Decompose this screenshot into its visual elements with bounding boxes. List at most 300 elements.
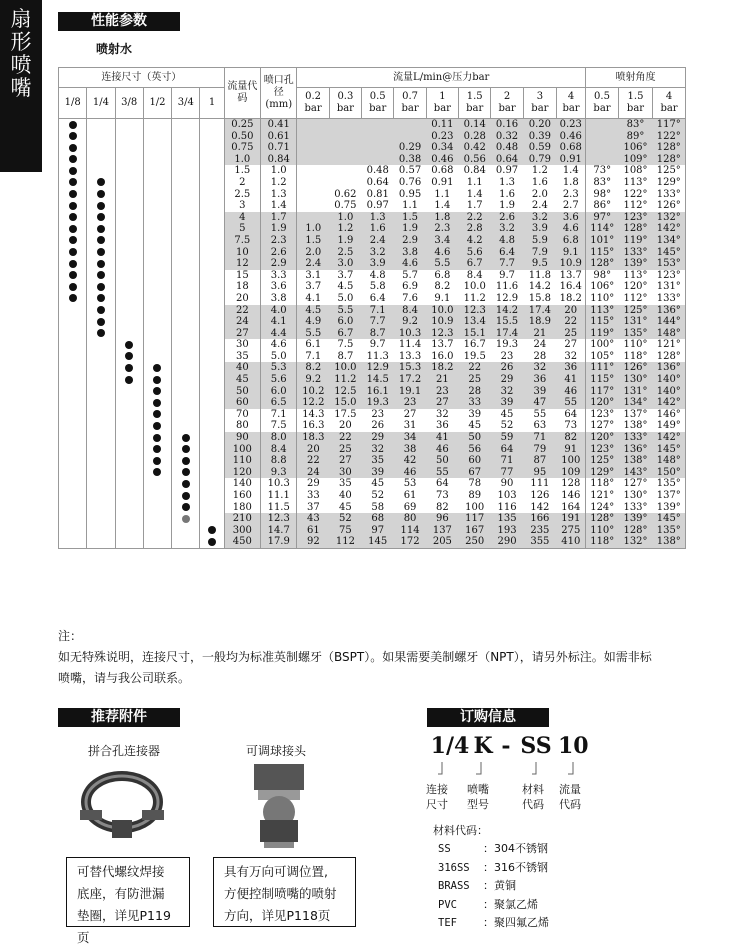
flow-rate-cell: 10.3 <box>394 328 426 340</box>
flow-rate-cell: 9.7 <box>369 339 386 351</box>
flow-rate-cell: 55 <box>426 467 458 479</box>
spray-angle-cell: 136° <box>653 305 686 317</box>
flow-rate-cell: 27 <box>564 339 578 351</box>
connection-dot-cell <box>172 235 200 247</box>
pressure-col-header: 0.7 bar <box>394 88 426 119</box>
flow-rate-cell: 0.42 <box>459 142 491 154</box>
connection-dot-cell <box>115 223 143 235</box>
medium-subtitle: 喷射水 <box>96 42 133 56</box>
spray-angle-cell <box>586 131 619 143</box>
spray-angle-cell: 109° <box>619 154 653 166</box>
flow-rate-cell: 7.6 <box>402 292 418 304</box>
connection-dot-cell <box>115 154 143 166</box>
angle-row <box>586 293 686 305</box>
flow-rate-cell <box>329 177 361 189</box>
spray-angle-cell: 117° <box>586 386 619 398</box>
flow-rate-cell: 40 <box>339 490 352 501</box>
flow-rate-cell: 20 <box>339 420 352 432</box>
table-row <box>59 409 586 421</box>
flow-rate-cell: 0.20 <box>523 119 556 131</box>
order-label-material: 材料 代码 <box>522 783 544 811</box>
connection-dot-cell <box>143 444 171 456</box>
material-desc: ：304不锈钢 <box>483 842 548 855</box>
flow-code-cell: 24 <box>224 316 260 328</box>
connection-dot-cell <box>172 502 200 514</box>
flow-rate-cell: 30 <box>329 467 361 479</box>
orifice-cell: 4.4 <box>261 328 297 340</box>
angle-row <box>586 305 686 317</box>
flow-rate-cell: 17.2 <box>394 374 426 386</box>
spray-angle-cell: 86° <box>586 200 619 212</box>
availability-dot-icon <box>153 434 161 442</box>
flow-rate-cell: 14.2 <box>491 305 523 317</box>
flow-rate-cell: 1.0 <box>329 212 361 224</box>
spray-angle-cell: 133° <box>619 247 653 259</box>
angle-row <box>586 189 686 201</box>
connection-dot-cell <box>87 455 115 467</box>
orifice-cell: 3.6 <box>261 281 297 293</box>
flow-rate-cell: 3.9 <box>523 223 556 235</box>
flow-code-cell: 180 <box>224 502 260 514</box>
spray-angle-cell: 133° <box>653 189 686 201</box>
spray-angle-cell <box>586 119 619 131</box>
spray-angle-cell: 112° <box>623 200 648 212</box>
flow-rate-cell: 10.0 <box>463 281 486 293</box>
spray-angle-cell: 144° <box>653 316 686 328</box>
availability-dot-icon <box>97 283 105 291</box>
spray-angle-cell: 105° <box>586 351 619 363</box>
flow-rate-cell <box>362 154 394 166</box>
spray-angle-cell: 121° <box>653 339 686 351</box>
flow-rate-cell: 2.5 <box>329 247 361 259</box>
flow-rate-cell: 111 <box>530 478 550 490</box>
flow-code-cell: 45 <box>224 374 260 386</box>
flow-rate-cell: 6.4 <box>369 292 386 304</box>
connection-dot-cell <box>87 432 115 444</box>
flow-rate-cell: 90 <box>500 478 514 490</box>
flow-rate-cell: 191 <box>557 513 585 525</box>
connection-dot-cell <box>59 131 87 143</box>
angle-row <box>586 165 686 177</box>
flow-rate-cell: 1.1 <box>402 200 418 212</box>
flow-rate-cell: 61 <box>403 490 417 501</box>
flow-rate-cell <box>329 165 361 177</box>
availability-dot-icon <box>125 376 133 384</box>
spray-angle-cell: 120° <box>586 397 619 409</box>
flow-rate-cell: 16.3 <box>297 420 329 432</box>
table-row <box>59 536 586 548</box>
availability-dot-icon <box>97 178 105 186</box>
connection-dot-cell <box>143 536 171 548</box>
connection-dot-cell <box>87 444 115 456</box>
spray-angle-cell: 127° <box>586 420 619 432</box>
table-row <box>59 305 586 317</box>
connection-size-header: 连接尺寸（英寸） <box>59 68 225 88</box>
flow-rate-cell: 0.75 <box>334 200 357 212</box>
orifice-cell: 1.2 <box>261 177 297 189</box>
flow-code-cell: 50 <box>224 386 260 398</box>
spray-angle-cell: 110° <box>586 293 619 305</box>
connection-dot-cell <box>115 467 143 479</box>
flow-rate-cell: 6.7 <box>459 258 491 270</box>
flow-rate-cell: 0.46 <box>426 154 458 166</box>
flow-rate-cell: 1.5 <box>394 212 426 224</box>
flow-rate-cell: 0.39 <box>523 131 556 143</box>
availability-dot-icon <box>97 190 105 198</box>
split-connector-name: 拼合孔连接器 <box>88 744 161 758</box>
connection-dot-cell <box>115 258 143 270</box>
spray-angle-cell: 145° <box>653 513 686 525</box>
availability-dot-icon <box>153 364 161 372</box>
connection-dot-cell <box>115 351 143 363</box>
spray-angle-cell: 128° <box>653 142 686 154</box>
flow-code-cell: 15 <box>224 270 260 282</box>
flow-rate-cell: 73 <box>564 420 578 432</box>
availability-dot-icon <box>208 538 216 546</box>
flow-rate-cell: 1.0 <box>297 223 329 235</box>
spray-angle-cell: 122° <box>623 188 648 200</box>
spray-angle-cell: 126° <box>653 200 686 212</box>
angle-pressure-col-header: 4 bar <box>653 88 686 119</box>
connection-dot-cell <box>143 513 171 525</box>
connection-dot-cell <box>87 293 115 305</box>
flow-rate-cell: 2.8 <box>459 223 491 235</box>
availability-dot-icon <box>69 178 77 186</box>
flow-rate-cell: 46 <box>426 444 458 456</box>
flow-code-cell: 5 <box>224 223 260 235</box>
flow-rate-cell: 19.5 <box>463 350 486 362</box>
angle-pressure-col-header: 1.5 bar <box>619 88 653 119</box>
flow-rate-cell: 82 <box>436 501 449 513</box>
connection-dot-cell <box>87 478 115 490</box>
connection-dot-cell <box>115 386 143 398</box>
flow-rate-cell: 205 <box>426 536 458 548</box>
flow-rate-cell: 0.79 <box>523 154 556 166</box>
orifice-cell: 8.8 <box>261 455 297 467</box>
flow-code-cell: 7.5 <box>224 235 260 247</box>
flow-rate-cell: 0.91 <box>557 154 585 166</box>
connection-dot-cell <box>87 409 115 421</box>
spray-angle-cell: 126° <box>619 362 653 374</box>
flow-rate-cell: 39 <box>468 408 482 420</box>
spray-angle-cell: 129° <box>586 467 619 479</box>
connection-dot-cell <box>172 165 200 177</box>
angle-row <box>586 154 686 166</box>
flow-rate-cell: 2.0 <box>297 247 329 259</box>
table-row <box>59 177 586 189</box>
flow-rate-cell: 17.4 <box>491 328 523 340</box>
flow-rate-cell: 32 <box>362 444 394 456</box>
flow-rate-cell: 4.1 <box>297 293 329 305</box>
side-tab-char: 形 <box>10 30 32 54</box>
angle-row <box>586 374 686 386</box>
spray-angle-table <box>585 67 686 549</box>
flow-rate-cell: 11.4 <box>398 339 422 351</box>
flow-code-header: 流量代码 <box>224 68 260 119</box>
table-row <box>59 154 586 166</box>
orifice-cell: 10.3 <box>261 478 297 490</box>
table-row <box>59 339 586 351</box>
orifice-cell: 1.0 <box>261 165 297 177</box>
flow-rate-cell: 63 <box>533 420 547 432</box>
flow-rate-cell: 3.2 <box>491 223 523 235</box>
flow-rate-cell: 2.7 <box>562 200 579 212</box>
flow-rate-cell: 87 <box>523 455 556 467</box>
flow-code-cell: 12 <box>224 258 260 270</box>
flow-rate-cell: 4.8 <box>369 269 386 281</box>
flow-rate-cell: 79 <box>523 444 556 456</box>
availability-dot-icon <box>182 468 190 476</box>
angle-pressure-col-header: 0.5 bar <box>586 88 619 119</box>
flow-rate-cell: 0.34 <box>426 142 458 154</box>
notes-line: 喷嘴，请与我公司联系。 <box>58 671 191 685</box>
connection-dot-cell <box>87 374 115 386</box>
spray-angle-cell: 143° <box>619 467 653 479</box>
angle-row <box>586 235 686 247</box>
angle-row <box>586 119 686 131</box>
flow-rate-cell: 52 <box>500 420 514 432</box>
connection-dot-cell <box>200 478 224 490</box>
connection-dot-cell <box>200 397 224 409</box>
flow-code-cell: 1.5 <box>224 165 260 177</box>
availability-dot-icon <box>97 260 105 268</box>
flow-rate-cell: 235 <box>523 525 556 537</box>
connection-dot-cell <box>59 281 87 293</box>
availability-dot-icon <box>97 236 105 244</box>
flow-rate-cell: 26 <box>371 420 385 432</box>
flow-rate-cell: 3.9 <box>362 258 394 270</box>
flow-rate-cell: 1.6 <box>531 176 548 188</box>
flow-rate-cell <box>329 131 361 143</box>
flow-rate-cell: 0.32 <box>491 131 523 143</box>
spray-angle-cell: 117° <box>653 119 686 131</box>
flow-rate-cell: 8.7 <box>362 328 394 340</box>
flow-rate-cell: 22 <box>557 316 585 328</box>
spray-angle-cell: 83° <box>586 177 619 189</box>
spray-angle-cell: 146° <box>653 409 686 421</box>
flow-rate-cell: 82 <box>557 432 585 444</box>
flow-code-cell: 90 <box>224 432 260 444</box>
flow-rate-cell: 5.0 <box>337 292 354 304</box>
angle-row <box>586 316 686 328</box>
flow-rate-cell: 2.6 <box>491 212 523 224</box>
orifice-cell: 1.7 <box>261 212 297 224</box>
flow-rate-cell: 2.4 <box>362 235 394 247</box>
flow-rate-cell: 6.8 <box>557 235 585 247</box>
orifice-cell: 2.3 <box>261 235 297 247</box>
flow-rate-cell <box>394 131 426 143</box>
flow-rate-cell: 41 <box>557 374 585 386</box>
connection-dot-cell <box>172 142 200 154</box>
connection-dot-cell <box>115 293 143 305</box>
flow-rate-cell: 22 <box>297 455 329 467</box>
spray-angle-cell: 111° <box>586 362 619 374</box>
flow-rate-cell: 28 <box>459 386 491 398</box>
flow-code-cell: 210 <box>224 513 260 525</box>
flow-rate-cell: 0.97 <box>495 165 519 177</box>
flow-rate-cell: 166 <box>523 513 556 525</box>
flow-rate-cell: 15.3 <box>394 362 426 374</box>
connection-dot-cell <box>115 235 143 247</box>
flow-rate-cell: 46 <box>394 467 426 479</box>
connection-dot-cell <box>59 142 87 154</box>
flow-rate-cell: 7.9 <box>523 247 556 259</box>
connection-dot-cell <box>87 502 115 514</box>
connection-dot-cell <box>143 328 171 340</box>
availability-dot-icon <box>97 294 105 302</box>
spray-angle-cell: 135° <box>653 525 686 537</box>
ball-joint-description: 具有万向可调位置, 方便控制喷嘴的喷射 方向，详见P118页 <box>213 857 356 927</box>
flow-rate-cell: 4.5 <box>297 305 329 317</box>
connection-dot-cell <box>143 305 171 317</box>
flow-rate-cell: 8.2 <box>434 281 451 293</box>
availability-dot-icon <box>125 364 133 372</box>
flow-rate-cell: 11.8 <box>528 269 551 281</box>
flow-rate-cell: 9.5 <box>523 258 556 270</box>
pressure-col-header: 0.5 bar <box>362 88 394 119</box>
spray-angle-header: 喷射角度 <box>586 68 686 88</box>
connection-dot-cell <box>87 305 115 317</box>
spray-angle-cell: 83° <box>619 119 653 131</box>
connection-dot-cell <box>59 351 87 363</box>
flow-rate-cell: 2.3 <box>562 188 579 200</box>
performance-table <box>58 67 585 549</box>
connection-dot-cell <box>115 525 143 537</box>
availability-dot-icon <box>125 341 133 349</box>
connection-dot-cell <box>172 281 200 293</box>
connection-dot-cell <box>115 374 143 386</box>
flow-rate-cell: 14.5 <box>362 374 394 386</box>
flow-rate-cell: 5.5 <box>329 305 361 317</box>
flow-code-cell: 22 <box>224 305 260 317</box>
angle-row <box>586 351 686 363</box>
flow-rate-cell: 5.9 <box>523 235 556 247</box>
connection-dot-cell <box>59 119 87 131</box>
connection-dot-cell <box>143 165 171 177</box>
connection-dot-cell <box>87 420 115 432</box>
flow-rate-cell: 55 <box>533 408 547 420</box>
flow-rate-cell <box>394 119 426 131</box>
spray-angle-cell: 133° <box>653 293 686 305</box>
availability-dot-icon <box>97 318 105 326</box>
connection-dot-cell <box>143 154 171 166</box>
connection-dot-cell <box>115 119 143 131</box>
connection-dot-cell <box>172 351 200 363</box>
table-row <box>59 432 586 444</box>
flow-rate-cell: 2.4 <box>531 200 548 212</box>
spray-angle-cell: 118° <box>623 350 648 362</box>
spray-angle-cell: 125° <box>653 165 686 177</box>
flow-rate-cell <box>297 189 329 201</box>
flow-rate-cell: 3.4 <box>426 235 458 247</box>
flow-rate-cell: 32 <box>523 362 556 374</box>
spray-angle-cell: 123° <box>586 409 619 421</box>
material-code: BRASS <box>438 880 470 892</box>
flow-rate-cell: 0.38 <box>394 154 426 166</box>
connection-dot-cell <box>87 235 115 247</box>
angle-row <box>586 432 686 444</box>
flow-rate-cell: 8.4 <box>466 269 483 281</box>
notes <box>58 626 698 689</box>
table-row <box>59 490 586 502</box>
flow-rate-cell: 12.3 <box>459 305 491 317</box>
flow-rate-cell: 24 <box>297 467 329 479</box>
flow-rate-cell: 42 <box>394 455 426 467</box>
connection-dot-cell <box>200 536 224 548</box>
flow-rate-cell: 355 <box>523 536 556 548</box>
spray-angle-cell: 128° <box>586 513 619 525</box>
flow-rate-cell: 0.56 <box>459 154 491 166</box>
flow-rate-cell: 19.3 <box>362 397 394 409</box>
orifice-cell: 9.3 <box>261 467 297 479</box>
connection-dot-cell <box>59 154 87 166</box>
connection-dot-cell <box>115 409 143 421</box>
order-code-size: 1/4 <box>430 733 470 759</box>
flow-rate-cell: 17.4 <box>523 305 556 317</box>
connection-dot-cell <box>115 502 143 514</box>
flow-code-cell: 160 <box>224 490 260 502</box>
connection-dot-cell <box>59 420 87 432</box>
connection-dot-cell <box>87 397 115 409</box>
flow-rate-cell: 29 <box>362 432 394 444</box>
flow-rate-cell: 6.4 <box>491 247 523 259</box>
spray-angle-cell: 123° <box>653 270 686 282</box>
connection-dot-cell <box>87 223 115 235</box>
flow-rate-cell: 16.7 <box>463 339 486 351</box>
material-code: 316SS <box>438 861 470 874</box>
connection-dot-cell <box>172 420 200 432</box>
flow-rate-cell: 3.7 <box>337 269 354 281</box>
order-label-flow: 流量 代码 <box>559 783 581 811</box>
connection-dot-cell <box>200 212 224 224</box>
flow-rate-cell: 0.28 <box>459 131 491 143</box>
connection-dot-cell <box>59 235 87 247</box>
flow-rate-cell: 22 <box>329 432 361 444</box>
connection-dot-cell <box>172 409 200 421</box>
flow-code-cell: 120 <box>224 467 260 479</box>
spray-angle-cell: 112° <box>623 292 648 304</box>
connection-dot-cell <box>200 223 224 235</box>
connection-dot-cell <box>59 200 87 212</box>
flow-rate-cell: 39 <box>362 467 394 479</box>
flow-rate-cell: 27 <box>329 455 361 467</box>
pressure-col-header: 0.3 bar <box>329 88 361 119</box>
orifice-cell: 4.6 <box>261 339 297 351</box>
connection-dot-cell <box>143 247 171 259</box>
availability-dot-icon <box>69 190 77 198</box>
connection-dot-cell <box>115 281 143 293</box>
flow-code-cell: 110 <box>224 455 260 467</box>
flow-rate-cell: 3.8 <box>394 247 426 259</box>
connection-dot-cell <box>200 432 224 444</box>
flow-rate-cell: 6.9 <box>402 281 418 293</box>
flow-rate-cell: 64 <box>564 408 578 420</box>
connection-dot-cell <box>172 316 200 328</box>
table-row <box>59 223 586 235</box>
flow-rate-cell: 6.7 <box>329 328 361 340</box>
connection-dot-cell <box>143 142 171 154</box>
connection-dot-cell <box>143 362 171 374</box>
flow-rate-cell: 23 <box>500 350 514 362</box>
orifice-cell: 4.1 <box>261 316 297 328</box>
flow-rate-cell: 50 <box>426 455 458 467</box>
connection-dot-cell <box>172 270 200 282</box>
angle-row <box>586 281 686 293</box>
connection-dot-cell <box>115 328 143 340</box>
connection-dot-cell <box>172 293 200 305</box>
connection-dot-cell <box>59 409 87 421</box>
connection-dot-cell <box>200 502 224 514</box>
